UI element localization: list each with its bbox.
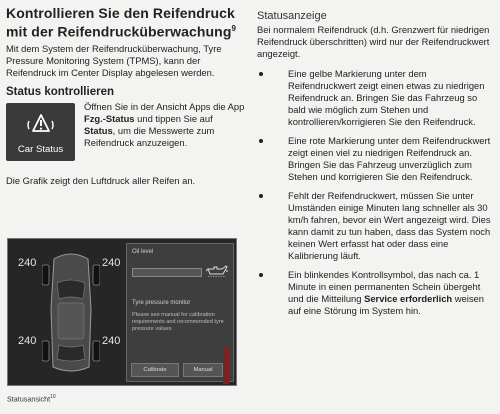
title-line-2-text: mit der Reifendrucküberwachung bbox=[6, 23, 232, 40]
status-text-part-2: und tippen Sie auf bbox=[134, 112, 213, 124]
status-heading: Status kontrollieren bbox=[6, 85, 114, 98]
bullet-dot bbox=[259, 139, 263, 143]
image-id-strip bbox=[223, 348, 229, 384]
status-instructions bbox=[84, 101, 246, 149]
bullet-dot bbox=[259, 273, 263, 277]
title-footnote: 9 bbox=[231, 24, 237, 33]
image-caption bbox=[7, 393, 56, 403]
title-line-1: Kontrollieren Sie den Reifendruck bbox=[6, 5, 235, 21]
bullet-yellow-marking bbox=[257, 68, 495, 128]
status-bullet-list bbox=[257, 68, 495, 317]
manual-button[interactable]: Manual bbox=[183, 363, 223, 377]
car-status-label: Car Status bbox=[17, 143, 64, 155]
right-column bbox=[257, 10, 495, 324]
car-status-app-tile[interactable] bbox=[6, 103, 75, 161]
bullet-red-marking bbox=[257, 135, 495, 183]
tire-front-left-value: 240 bbox=[18, 257, 37, 269]
oil-can-icon bbox=[205, 264, 229, 278]
statusanzeige-intro: Bei normalem Reifendruck (d.h. Grenzwert für niedrigen Reifendruck überschritten) wird nur der Reifendruckwert angezeigt. bbox=[257, 24, 490, 59]
bullet-blinking-symbol bbox=[257, 269, 495, 317]
bullet-dot bbox=[259, 194, 263, 198]
tire-front-right-value: 240 bbox=[102, 257, 121, 269]
bullet-text-pre: Ein blinkendes Kontrollsymbol, das nach ca. 1 Minute in einen permanenten Schein übergeht und die Mitteilung bbox=[288, 269, 481, 304]
bullet-text-bold: Service erforderlich bbox=[364, 293, 453, 304]
tire-pressure-screen-image bbox=[7, 238, 237, 386]
caption-footnote: 10 bbox=[50, 394, 56, 400]
bullet-text: Eine rote Markierung unter dem Reifendruckwert zeigt einen viel zu niedrigen Reifendruck an. Bringen Sie das Fahrzeug unverzüglich zum Stehen und korrigieren Sie den Reifendruck. bbox=[288, 135, 491, 182]
tpm-label: Tyre pressure monitor bbox=[132, 300, 191, 306]
bullet-dot bbox=[259, 72, 263, 76]
tire-rear-left-value: 240 bbox=[18, 335, 37, 347]
status-text-app-name: Fzg.-Status bbox=[84, 112, 135, 124]
bullet-missing-value bbox=[257, 190, 495, 262]
tire-rear-right-value: 240 bbox=[102, 335, 121, 347]
bullet-text-post: weisen auf eine Störung im System hin. bbox=[288, 293, 484, 316]
statusanzeige-heading: Statusanzeige bbox=[257, 10, 327, 22]
caption-text: Statusansicht bbox=[7, 394, 51, 404]
car-top-view-icon bbox=[42, 249, 100, 377]
grafik-paragraph: Die Grafik zeigt den Luftdruck aller Reifen an. bbox=[6, 174, 196, 186]
bullet-text: Fehlt der Reifendruckwert, müssen Sie unter Umständen einige Minuten lang schneller als 30 km/h fahren, bevor ein Wert angezeigt wird. Dies kann damit zu tun haben, dass das System noch keinen Wert erfasst hat oder dass eine Kalibrierung läuft. bbox=[288, 190, 491, 261]
oil-level-bar bbox=[132, 268, 202, 277]
warning-triangle-icon bbox=[25, 109, 55, 135]
calibrate-button[interactable]: Calibrate bbox=[131, 363, 179, 377]
status-text-status-word: Status bbox=[84, 124, 113, 136]
intro-paragraph: Mit dem System der Reifendrucküberwachung, Tyre Pressure Monitoring System (TPMS), kann der Reifendruck im Center Display abgelesen werden. bbox=[6, 42, 222, 78]
title-line-2 bbox=[6, 21, 246, 40]
status-text-part-1: Öffnen Sie in der Ansicht Apps die App bbox=[84, 100, 245, 112]
status-text-part-3: , um die Messwerte zum Reifendruck anzuzeigen. bbox=[84, 124, 215, 148]
status-block bbox=[6, 100, 246, 163]
status-side-panel bbox=[126, 243, 234, 382]
tpm-note: Please see manual for calibration requirements and recommended tyre pressure values bbox=[132, 312, 224, 332]
left-column bbox=[6, 6, 246, 187]
page-title bbox=[6, 6, 246, 40]
bullet-text: Eine gelbe Markierung unter dem Reifendruckwert zeigt einen etwas zu niedrigen Reifendruck an. Bringen Sie das Fahrzeug so bald wie möglich zum Stehen und kontrollieren/korrigieren Sie den Reifendruck. bbox=[288, 68, 485, 127]
oil-level-label: Oil level bbox=[132, 249, 154, 255]
